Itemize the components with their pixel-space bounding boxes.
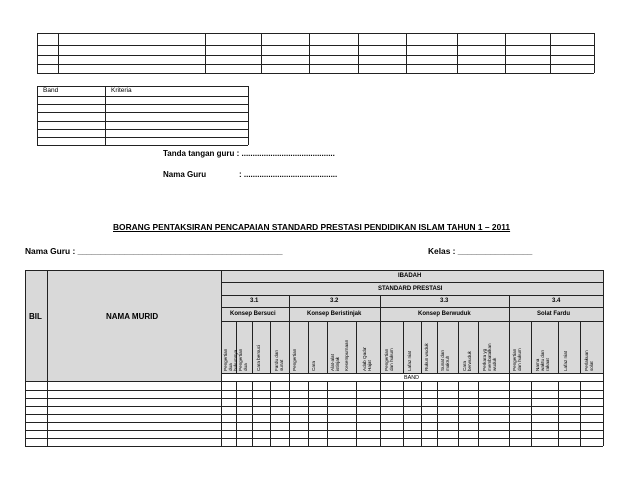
item-3-3-c: Rukun wuduk [424, 343, 429, 371]
band-row-label: BAND [404, 375, 419, 381]
item-3-3-f: Perkara yg membatalkan wuduk [482, 343, 497, 371]
item-3-4-b: Nama waktu dan rakaat [535, 350, 550, 371]
item-3-4-a: Pengertian dan hukum [512, 348, 522, 371]
item-3-3-b: Lafaz niat [407, 351, 412, 371]
item-3-1-a: Pengertian dua hukumnya [223, 348, 238, 371]
group-3-1-code: 3.1 [250, 298, 259, 304]
item-3-2-a: Cara [311, 361, 316, 371]
group-3-1-name: Konsep Bersuci [230, 311, 276, 317]
item-3-2-b: Alat-alat istinjak [330, 354, 340, 371]
nama-murid-header: NAMA MURID [106, 312, 159, 321]
bil-header: BIL [29, 312, 42, 321]
group-3-2-name: Konsep Beristinjak [307, 311, 362, 317]
group-3-2-code: 3.2 [330, 298, 339, 304]
item-3-1-c: Cara bersuci [256, 344, 261, 371]
item-3-3-e: Cara berwuduk [462, 351, 472, 371]
teacher-name-value: : .......................................... [239, 170, 338, 179]
item-3-1-b: Pengertian dua [238, 348, 248, 371]
band-header: Band [43, 87, 59, 94]
group-3-3-name: Konsep Berwuduk [418, 311, 471, 317]
item-3-3-a: Pengertian dan hukum [384, 348, 394, 371]
group-3-3-code: 3.3 [440, 298, 449, 304]
item-3-1-d: Fardu dan sunat [274, 350, 284, 371]
item-3-3-d: Sunat dan makruh [440, 350, 450, 371]
teacher-signature-line: Tanda tangan guru : .......................................... [163, 149, 335, 158]
kriteria-header: Kriteria [111, 87, 132, 94]
item-3-1-e: Pengertian [292, 348, 297, 371]
item-3-4-d: Perlakuan solat [584, 350, 594, 371]
standard-prestasi-header: STANDARD PRESTASI [378, 286, 443, 292]
item-3-4-c: Lafaz niat [563, 351, 568, 371]
item-3-2-c: Kesempurnaan [344, 339, 349, 371]
teacher-name-label: Nama Guru [163, 170, 207, 179]
guru-name-line: Nama Guru : ____________________________________________ [25, 246, 283, 256]
group-3-4-code: 3.4 [552, 298, 561, 304]
item-3-2-d: Adab Qada' Hajat [362, 346, 372, 371]
form-title: BORANG PENTAKSIRAN PENCAPAIAN STANDARD PRESTASI PENDIDIKAN ISLAM TAHUN 1 – 2011 [113, 222, 511, 232]
kelas-line: Kelas : ________________ [428, 246, 533, 256]
ibadah-header: IBADAH [398, 273, 422, 279]
group-3-4-name: Solat Fardu [537, 311, 571, 317]
